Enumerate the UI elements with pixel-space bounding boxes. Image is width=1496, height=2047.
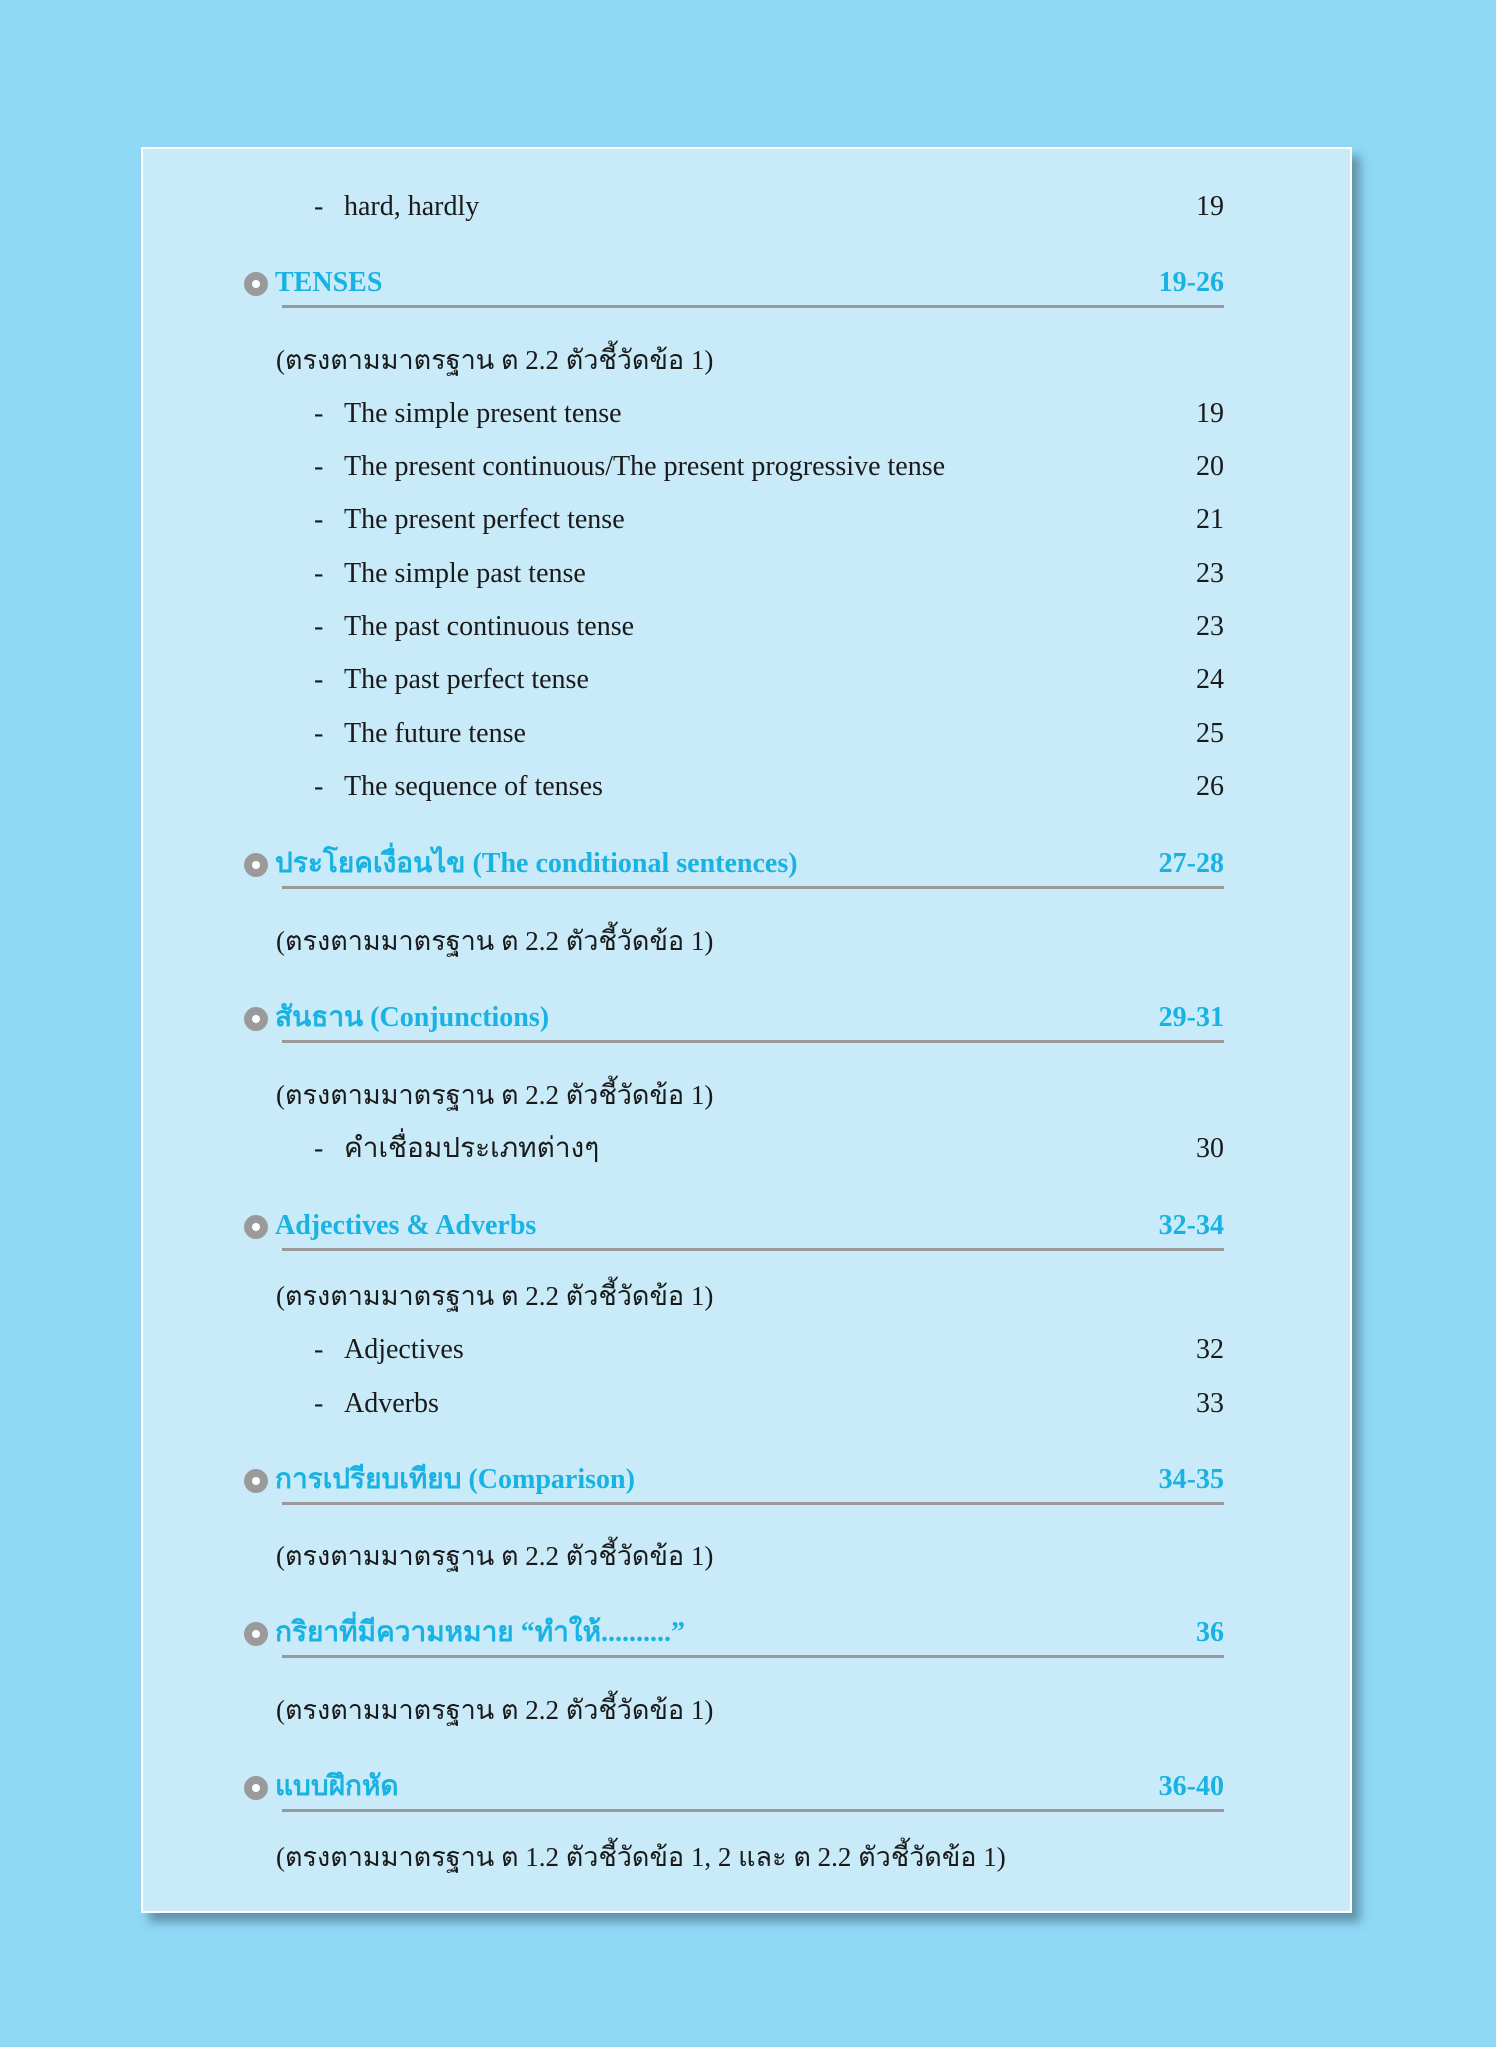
toc-item-page: 23 [1196, 611, 1224, 642]
bullet-icon [244, 1622, 268, 1646]
section-title: ประโยคเงื่อนไข (The conditional sentences) [275, 848, 798, 879]
section-divider [282, 1809, 1224, 1812]
section-pages: 32-34 [1158, 1210, 1224, 1241]
toc-item-hard-hardly[interactable] [314, 183, 1224, 231]
toc-item[interactable] [314, 443, 1224, 491]
section-title: การเปรียบเทียบ (Comparison) [275, 1464, 635, 1495]
toc-item[interactable] [314, 710, 1224, 758]
standard-note: (ตรงตามมาตรฐาน ต 2.2 ตัวชี้วัดข้อ 1) [276, 1695, 714, 1725]
toc-item-label: The simple present tense [344, 398, 622, 429]
section-pages: 27-28 [1158, 848, 1224, 879]
toc-item[interactable] [314, 656, 1224, 704]
toc-item-page: 20 [1196, 451, 1224, 482]
toc-item-page: 30 [1196, 1133, 1224, 1164]
bullet-icon [244, 272, 268, 296]
toc-section-causative[interactable] [244, 1606, 1224, 1660]
toc-item-label: The present continuous/The present progressive tense [344, 451, 946, 482]
toc-item-label: คำเชื่อมประเภทต่างๆ [344, 1133, 600, 1164]
dash-marker: - [314, 664, 324, 695]
section-title: Adjectives & Adverbs [275, 1210, 537, 1241]
toc-item-label: Adverbs [344, 1388, 439, 1419]
toc-item-label: The sequence of tenses [344, 771, 603, 802]
toc-section-adjectives-adverbs[interactable] [244, 1199, 1224, 1253]
toc-item-label: Adjectives [344, 1334, 464, 1365]
bullet-icon [244, 1469, 268, 1493]
section-divider [282, 886, 1224, 889]
toc-item[interactable] [314, 763, 1224, 811]
toc-item[interactable] [314, 496, 1224, 544]
toc-item[interactable] [314, 1380, 1224, 1428]
bullet-icon [244, 853, 268, 877]
toc-section-comparison[interactable] [244, 1453, 1224, 1507]
dash-marker: - [314, 611, 324, 642]
toc-section-exercises[interactable] [244, 1760, 1224, 1814]
section-title: TENSES [275, 267, 383, 298]
toc-item-page: 25 [1196, 718, 1224, 749]
toc-item[interactable] [314, 603, 1224, 651]
dash-marker: - [314, 1334, 324, 1365]
standard-note: (ตรงตามมาตรฐาน ต 2.2 ตัวชี้วัดข้อ 1) [276, 926, 714, 956]
section-pages: 19-26 [1158, 267, 1224, 298]
standard-note: (ตรงตามมาตรฐาน ต 2.2 ตัวชี้วัดข้อ 1) [276, 345, 714, 375]
toc-section-tenses[interactable] [244, 256, 1224, 310]
section-title: กริยาที่มีความหมาย “ทำให้..........” [275, 1617, 686, 1648]
toc-item[interactable] [314, 390, 1224, 438]
section-divider [282, 1248, 1224, 1251]
standard-note: (ตรงตามมาตรฐาน ต 2.2 ตัวชี้วัดข้อ 1) [276, 1080, 714, 1110]
section-divider [282, 1655, 1224, 1658]
dash-marker: - [314, 191, 324, 222]
toc-item-label: The simple past tense [344, 558, 586, 589]
standard-note: (ตรงตามมาตรฐาน ต 1.2 ตัวชี้วัดข้อ 1, 2 และ ต 2.2 ตัวชี้วัดข้อ 1) [276, 1842, 1006, 1872]
toc-item-page: 26 [1196, 771, 1224, 802]
bullet-icon [244, 1776, 268, 1800]
toc-item-label: hard, hardly [344, 191, 480, 222]
dash-marker: - [314, 504, 324, 535]
toc-item-page: 32 [1196, 1334, 1224, 1365]
section-title: สันธาน (Conjunctions) [275, 1002, 550, 1033]
section-divider [282, 305, 1224, 308]
toc-item-page: 24 [1196, 664, 1224, 695]
standard-note: (ตรงตามมาตรฐาน ต 2.2 ตัวชี้วัดข้อ 1) [276, 1281, 714, 1311]
section-pages: 36-40 [1158, 1771, 1224, 1802]
dash-marker: - [314, 718, 324, 749]
toc-item-page: 23 [1196, 558, 1224, 589]
toc-section-conjunctions[interactable] [244, 991, 1224, 1045]
dash-marker: - [314, 1133, 324, 1164]
bullet-icon [244, 1215, 268, 1239]
toc-item[interactable] [314, 1326, 1224, 1374]
toc-item[interactable] [314, 550, 1224, 598]
toc-item-label: The future tense [344, 718, 526, 749]
toc-item-page: 21 [1196, 504, 1224, 535]
toc-item-page: 33 [1196, 1388, 1224, 1419]
bullet-icon [244, 1007, 268, 1031]
section-pages: 34-35 [1158, 1464, 1224, 1495]
dash-marker: - [314, 771, 324, 802]
dash-marker: - [314, 451, 324, 482]
toc-item[interactable] [314, 1125, 1224, 1173]
toc-item-label: The past continuous tense [344, 611, 635, 642]
standard-note: (ตรงตามมาตรฐาน ต 2.2 ตัวชี้วัดข้อ 1) [276, 1541, 714, 1571]
toc-section-conditional[interactable] [244, 837, 1224, 891]
section-divider [282, 1502, 1224, 1505]
toc-item-label: The past perfect tense [344, 664, 589, 695]
toc-item-page: 19 [1196, 398, 1224, 429]
dash-marker: - [314, 558, 324, 589]
section-pages: 36 [1196, 1617, 1224, 1648]
toc-item-label: The present perfect tense [344, 504, 625, 535]
toc-item-page: 19 [1196, 191, 1224, 222]
dash-marker: - [314, 398, 324, 429]
dash-marker: - [314, 1388, 324, 1419]
section-title: แบบฝึกหัด [275, 1771, 399, 1802]
section-divider [282, 1040, 1224, 1043]
section-pages: 29-31 [1158, 1002, 1224, 1033]
